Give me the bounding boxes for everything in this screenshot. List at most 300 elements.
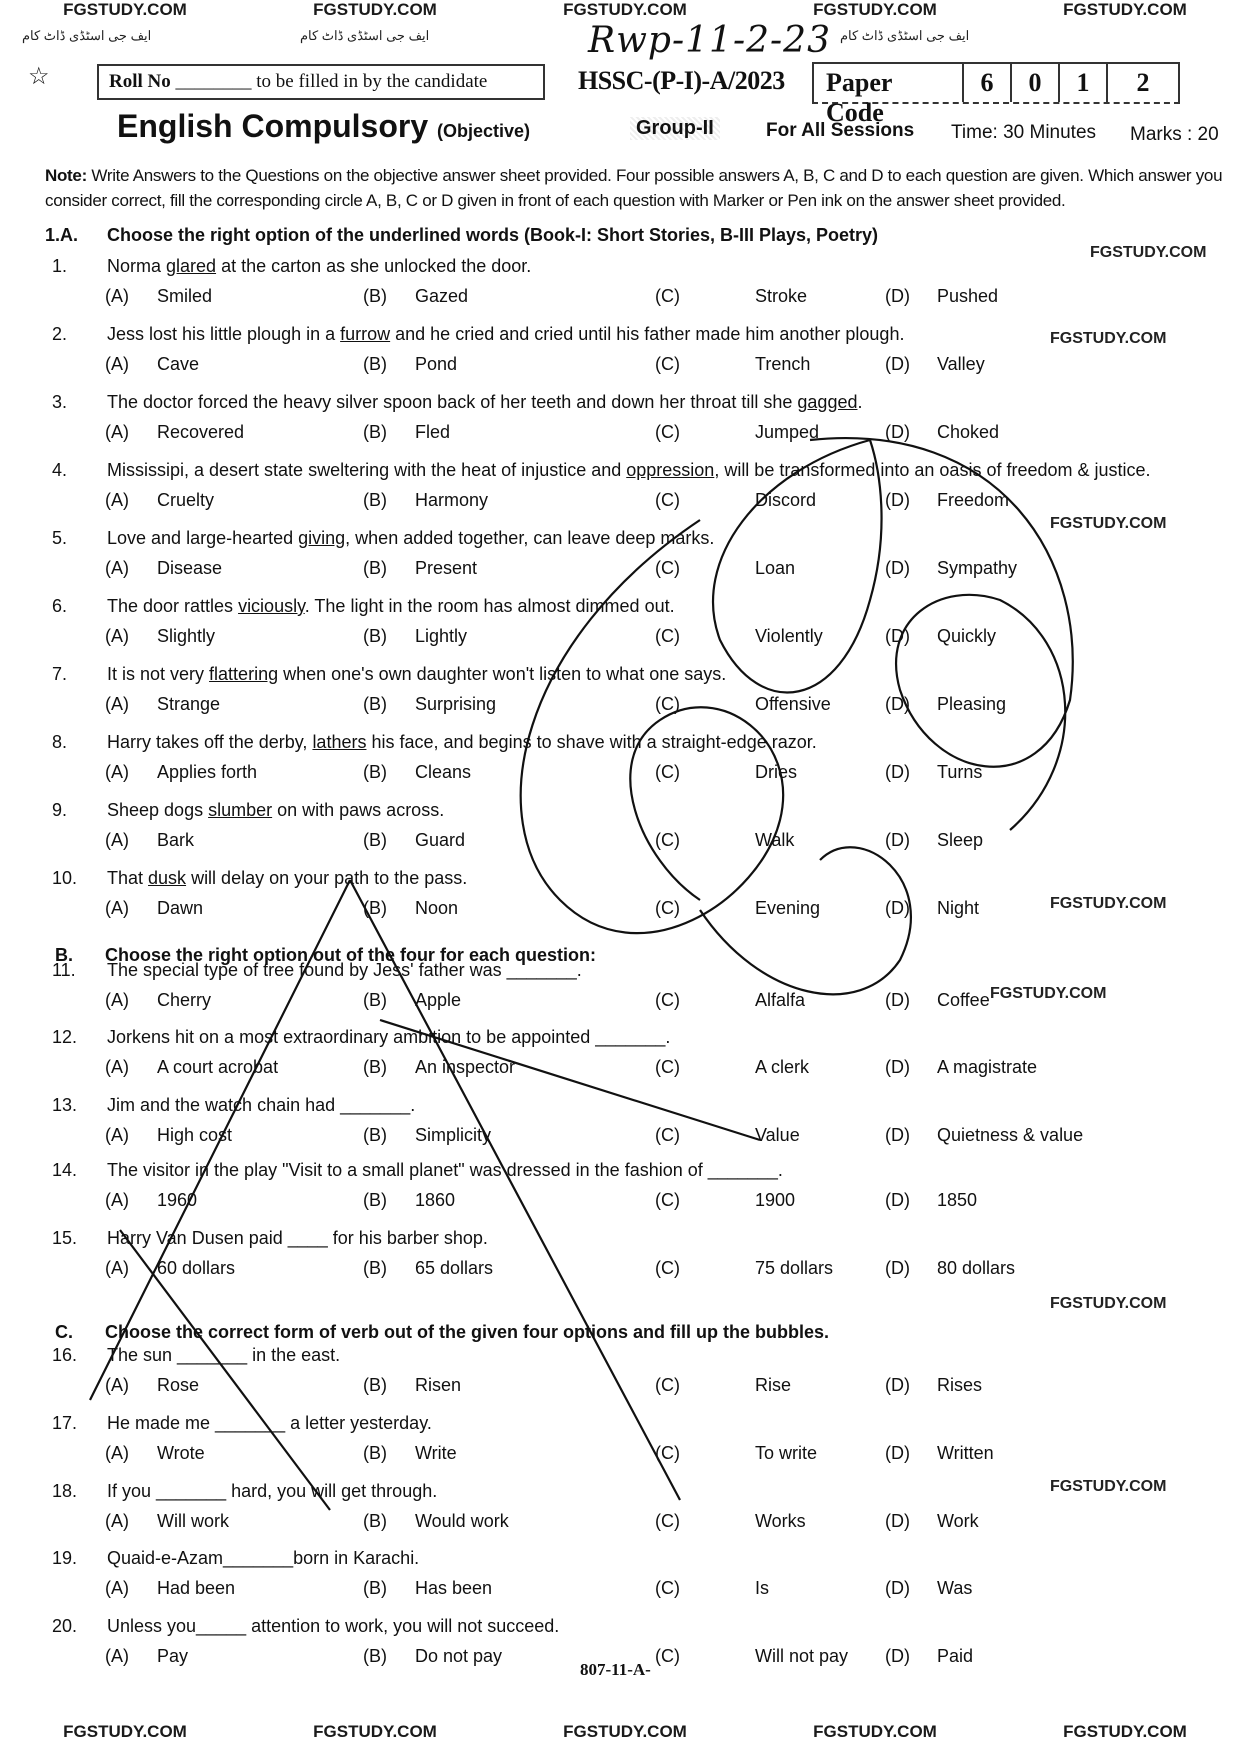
option-text: Freedom [937, 490, 1010, 510]
question-number: 6. [52, 596, 68, 616]
option-letter: (C) [655, 990, 680, 1010]
option-b[interactable] [363, 626, 467, 647]
option-a[interactable] [105, 1190, 197, 1211]
option-text: An inspector [415, 1057, 516, 1077]
question-stem [52, 324, 904, 345]
option-a[interactable] [105, 990, 211, 1011]
option-text: Gazed [415, 286, 469, 306]
option-text: Alfalfa [755, 990, 806, 1010]
option-text: A clerk [755, 1057, 810, 1077]
option-c[interactable] [655, 762, 797, 783]
option-text: Write [415, 1443, 457, 1463]
option-text: Cave [157, 354, 200, 374]
option-letter: (C) [655, 286, 680, 306]
urdu-watermark: ایف جی اسٹڈی ڈاٹ کام [22, 28, 152, 43]
option-letter: (C) [655, 1258, 680, 1278]
watermark-text: FGSTUDY.COM [1050, 1295, 1167, 1312]
option-a[interactable] [105, 694, 220, 715]
option-c[interactable] [655, 898, 820, 919]
option-text: Applies forth [157, 762, 258, 782]
option-a[interactable] [105, 286, 212, 307]
option-d[interactable] [885, 1258, 1015, 1279]
option-text: 80 dollars [937, 1258, 1016, 1278]
stem-pre: Jess lost his little plough in a [107, 324, 341, 344]
option-b[interactable] [363, 898, 458, 919]
option-a[interactable] [105, 490, 214, 511]
option-letter: (D) [885, 1057, 910, 1077]
option-a[interactable] [105, 762, 257, 783]
option-letter: (D) [885, 990, 910, 1010]
option-b[interactable] [363, 990, 461, 1011]
question-number: 5. [52, 528, 68, 548]
option-text: Cleans [415, 762, 472, 782]
option-c[interactable] [655, 1443, 817, 1464]
option-text: Evening [755, 898, 821, 918]
option-row [105, 1443, 1205, 1467]
roll-no-hint: to be filled in by the candidate [256, 71, 488, 92]
question-number: 12. [52, 1027, 78, 1047]
option-c[interactable] [655, 1190, 795, 1211]
handwritten-board-code: Rwp-11-2-23 [588, 20, 831, 61]
question-stem [52, 392, 863, 413]
option-text: Pleasing [937, 694, 1007, 714]
option-a[interactable] [105, 830, 194, 851]
question-stem [52, 528, 714, 549]
section-heading [45, 225, 878, 246]
stem-pre: It is not very [107, 664, 210, 684]
question-number: 16. [52, 1345, 78, 1365]
option-text: Paid [937, 1646, 974, 1666]
note-label: Note: [45, 166, 87, 185]
question-number: 11. [52, 960, 76, 980]
option-row [105, 626, 1205, 650]
section-id: C. [55, 1322, 73, 1342]
question-number: 3. [52, 392, 68, 412]
option-b[interactable] [363, 422, 450, 443]
subject-name: English Compulsory [117, 108, 429, 144]
option-c[interactable] [655, 558, 795, 579]
option-d[interactable] [885, 830, 983, 851]
option-row [105, 898, 1205, 922]
stem-post: when one's own daughter won't listen to what one says. [278, 664, 727, 684]
stem-pre: Jorkens hit on a most extraordinary ambition to be appointed _______. [107, 1027, 671, 1047]
option-letter: (B) [363, 626, 387, 646]
section-title: Choose the right option of the underlined words (Book-I: Short Stories, B-III Plays, Poetry) [107, 225, 879, 245]
option-a[interactable] [105, 1375, 199, 1396]
question-stem [52, 1345, 340, 1366]
option-letter: (A) [105, 1443, 129, 1463]
option-d[interactable] [885, 1511, 979, 1532]
question-number: 2. [52, 324, 68, 344]
option-letter: (D) [885, 422, 910, 442]
option-d[interactable] [885, 286, 998, 307]
option-a[interactable] [105, 354, 199, 375]
option-text: Dawn [157, 898, 204, 918]
question-number: 4. [52, 460, 68, 480]
option-c[interactable] [655, 490, 816, 511]
option-letter: (D) [885, 558, 910, 578]
option-text: Stroke [755, 286, 808, 306]
stem-post: his face, and begins to shave with a straight-edge razor. [366, 732, 817, 752]
option-d[interactable] [885, 898, 979, 919]
option-b[interactable] [363, 830, 465, 851]
option-letter: (C) [655, 1125, 680, 1145]
option-text: Present [415, 558, 478, 578]
option-letter: (D) [885, 898, 910, 918]
option-letter: (D) [885, 1190, 910, 1210]
option-letter: (A) [105, 830, 129, 850]
option-text: Choked [937, 422, 1000, 442]
option-letter: (D) [885, 1375, 910, 1395]
option-a[interactable] [105, 1511, 229, 1532]
option-text: Work [937, 1511, 979, 1531]
question-stem [52, 1548, 419, 1569]
option-text: 1850 [937, 1190, 978, 1210]
underlined-word: flattering [209, 664, 279, 684]
option-text: Smiled [157, 286, 213, 306]
option-b[interactable] [363, 1375, 461, 1396]
option-letter: (B) [363, 1375, 387, 1395]
option-letter: (A) [105, 422, 129, 442]
option-text: Recovered [157, 422, 245, 442]
stem-pre: Love and large-hearted [107, 528, 299, 548]
option-d[interactable] [885, 490, 1009, 511]
option-text: Loan [755, 558, 796, 578]
option-letter: (A) [105, 1258, 129, 1278]
option-text: Disease [157, 558, 223, 578]
question-stem [52, 664, 726, 685]
marks-label: Marks : 20 [1130, 124, 1219, 145]
option-letter: (A) [105, 1057, 129, 1077]
paper-code-digit: 2 [1136, 68, 1150, 97]
option-letter: (D) [885, 1258, 910, 1278]
option-a[interactable] [105, 422, 244, 443]
stem-pre: Sheep dogs [107, 800, 209, 820]
section-id: B. [55, 945, 73, 965]
footer-paper-id: 807-11-A- [580, 1660, 651, 1679]
option-d[interactable] [885, 1646, 973, 1667]
option-d[interactable] [885, 354, 985, 375]
option-b[interactable] [363, 1646, 502, 1667]
option-text: Turns [937, 762, 983, 782]
option-row [105, 354, 1205, 378]
option-text: Works [755, 1511, 806, 1531]
option-letter: (D) [885, 694, 910, 714]
option-c[interactable] [655, 1511, 806, 1532]
option-row [105, 1578, 1205, 1602]
option-d[interactable] [885, 1057, 1037, 1078]
option-text: Sympathy [937, 558, 1018, 578]
option-row [105, 490, 1205, 514]
underlined-word: slumber [208, 800, 273, 820]
option-letter: (C) [655, 694, 680, 714]
option-letter: (C) [655, 1578, 680, 1598]
question-stem [52, 960, 582, 981]
option-row [105, 1375, 1205, 1399]
option-letter: (C) [655, 1511, 680, 1531]
watermark-text: FGSTUDY.COM [63, 1722, 187, 1737]
option-text: Will work [157, 1511, 229, 1531]
option-d[interactable] [885, 422, 999, 443]
option-text: Pay [157, 1646, 189, 1666]
option-b[interactable] [363, 1125, 491, 1146]
option-letter: (D) [885, 1443, 910, 1463]
option-row [105, 1646, 1205, 1670]
stem-pre: Quaid-e-Azam_______born in Karachi. [107, 1548, 420, 1568]
option-letter: (A) [105, 1375, 129, 1395]
question-stem [52, 1413, 432, 1434]
option-a[interactable] [105, 1057, 278, 1078]
option-letter: (C) [655, 898, 680, 918]
watermark-text: FGSTUDY.COM [313, 0, 437, 19]
option-d[interactable] [885, 1190, 977, 1211]
option-letter: (B) [363, 422, 387, 442]
question-stem [52, 800, 444, 821]
option-d[interactable] [885, 1443, 994, 1464]
option-a[interactable] [105, 1443, 205, 1464]
option-text: Simplicity [415, 1125, 492, 1145]
question-stem [52, 1616, 559, 1637]
note-text: Write Answers to the Questions on the objective answer sheet provided. Four possible answers A, B, C and D to each question are given. Which answer you consider correct, fill the corresponding circle A, B, C or D given in front of each question with Marker or Pen ink on the answer sheet provided. [45, 166, 1223, 210]
option-b[interactable] [363, 286, 468, 307]
option-text: Value [755, 1125, 800, 1145]
option-text: Night [937, 898, 980, 918]
underlined-word: gagged [797, 392, 858, 412]
underlined-word: oppression [626, 460, 715, 480]
option-text: Wrote [157, 1443, 205, 1463]
option-d[interactable] [885, 1578, 972, 1599]
option-row [105, 558, 1205, 582]
option-c[interactable] [655, 354, 810, 375]
question-stem [52, 460, 1151, 481]
option-c[interactable] [655, 626, 823, 647]
option-c[interactable] [655, 694, 831, 715]
option-letter: (C) [655, 1190, 680, 1210]
option-c[interactable] [655, 1125, 800, 1146]
option-d[interactable] [885, 1375, 982, 1396]
option-letter: (A) [105, 762, 129, 782]
option-c[interactable] [655, 1258, 833, 1279]
option-c[interactable] [655, 990, 805, 1011]
option-c[interactable] [655, 1375, 791, 1396]
option-text: Rise [755, 1375, 792, 1395]
option-row [105, 1125, 1205, 1149]
stem-post: will delay on your path to the pass. [186, 868, 468, 888]
option-text: To write [755, 1443, 818, 1463]
roll-no-blank: ________ [175, 71, 252, 92]
section-title: Choose the right option out of the four for each question: [105, 945, 596, 965]
question-number: 13. [52, 1095, 78, 1115]
option-d[interactable] [885, 558, 1017, 579]
option-letter: (C) [655, 490, 680, 510]
stem-post: , when added together, can leave deep marks. [345, 528, 715, 548]
option-letter: (D) [885, 1578, 910, 1598]
option-text: A court acrobat [157, 1057, 279, 1077]
option-letter: (B) [363, 762, 387, 782]
option-a[interactable] [105, 1646, 188, 1667]
option-letter: (B) [363, 490, 387, 510]
question-stem [52, 868, 467, 889]
option-b[interactable] [363, 762, 471, 783]
instructions-note [45, 163, 1225, 213]
option-letter: (C) [655, 762, 680, 782]
stem-pre: Harry Van Dusen paid ____ for his barber shop. [107, 1228, 488, 1248]
option-letter: (B) [363, 898, 387, 918]
option-letter: (C) [655, 558, 680, 578]
option-letter: (B) [363, 286, 387, 306]
paper-code-label: Paper Code [814, 64, 964, 102]
option-text: 75 dollars [755, 1258, 834, 1278]
question-stem [52, 1027, 670, 1048]
option-d[interactable] [885, 990, 990, 1011]
option-letter: (C) [655, 422, 680, 442]
option-letter: (B) [363, 1646, 387, 1666]
stem-post: at the carton as she unlocked the door. [216, 256, 532, 276]
option-b[interactable] [363, 490, 488, 511]
question-stem [52, 596, 675, 617]
option-letter: (B) [363, 354, 387, 374]
stem-pre: He made me _______ a letter yesterday. [107, 1413, 432, 1433]
stem-pre: The doctor forced the heavy silver spoon back of her teeth and down her throat till she [107, 392, 798, 412]
option-letter: (A) [105, 558, 129, 578]
option-c[interactable] [655, 286, 807, 307]
option-letter: (A) [105, 1511, 129, 1531]
option-a[interactable] [105, 626, 215, 647]
option-text: Fled [415, 422, 451, 442]
watermark-text: FGSTUDY.COM [1090, 244, 1207, 261]
option-text: 1900 [755, 1190, 796, 1210]
roll-no-label: Roll No [109, 71, 171, 92]
option-letter: (C) [655, 830, 680, 850]
option-b[interactable] [363, 558, 477, 579]
option-b[interactable] [363, 1258, 493, 1279]
stem-pre: Mississipi, a desert state sweltering with the heat of injustice and [107, 460, 627, 480]
stem-pre: The visitor in the play "Visit to a small planet" was dressed in the fashion of _______. [107, 1160, 783, 1180]
option-text: Trench [755, 354, 811, 374]
option-b[interactable] [363, 1057, 515, 1078]
watermark-text: FGSTUDY.COM [1050, 1478, 1167, 1495]
option-text: Rose [157, 1375, 200, 1395]
option-letter: (C) [655, 354, 680, 374]
option-letter: (B) [363, 1511, 387, 1531]
option-text: Strange [157, 694, 221, 714]
question-number: 15. [52, 1228, 78, 1248]
option-b[interactable] [363, 1578, 492, 1599]
option-b[interactable] [363, 1511, 509, 1532]
option-letter: (D) [885, 490, 910, 510]
option-text: Valley [937, 354, 985, 374]
option-b[interactable] [363, 1190, 455, 1211]
option-letter: (B) [363, 1057, 387, 1077]
question-number: 19. [52, 1548, 78, 1568]
option-text: Guard [415, 830, 466, 850]
roll-number-box[interactable] [97, 64, 545, 100]
option-row [105, 762, 1205, 786]
question-stem [52, 256, 531, 277]
option-text: Discord [755, 490, 817, 510]
option-letter: (D) [885, 626, 910, 646]
watermark-text: FGSTUDY.COM [1063, 0, 1187, 19]
underlined-word: furrow [340, 324, 391, 344]
group-label: Group-II [630, 117, 720, 140]
option-text: A magistrate [937, 1057, 1038, 1077]
stem-post: and he cried and cried until his father made him another plough. [390, 324, 905, 344]
underlined-word: glared [166, 256, 217, 276]
option-c[interactable] [655, 1578, 769, 1599]
option-a[interactable] [105, 1125, 232, 1146]
option-text: Harmony [415, 490, 489, 510]
option-row [105, 1057, 1205, 1081]
underlined-word: viciously [238, 596, 305, 616]
option-c[interactable] [655, 1646, 848, 1667]
option-letter: (B) [363, 1190, 387, 1210]
option-row [105, 830, 1205, 854]
paper-code-digit: 1 [1060, 64, 1108, 102]
option-text: Is [755, 1578, 770, 1598]
option-letter: (D) [885, 1511, 910, 1531]
option-a[interactable] [105, 1578, 235, 1599]
paper-code-box [812, 62, 1180, 127]
watermark-text: FGSTUDY.COM [1050, 895, 1167, 912]
option-b[interactable] [363, 354, 457, 375]
paper-code-digit: 6 [964, 64, 1012, 102]
option-text: Pond [415, 354, 458, 374]
question-number: 20. [52, 1616, 78, 1636]
stem-pre: Norma [107, 256, 167, 276]
watermark-text: FGSTUDY.COM [563, 1722, 687, 1737]
option-a[interactable] [105, 558, 222, 579]
option-b[interactable] [363, 694, 496, 715]
option-b[interactable] [363, 1443, 457, 1464]
option-c[interactable] [655, 1057, 809, 1078]
option-row [105, 422, 1205, 446]
subject-type: (Objective) [437, 121, 531, 141]
option-text: Quickly [937, 626, 997, 646]
stem-pre: The special type of tree found by Jess' father was _______. [107, 960, 582, 980]
option-text: Sleep [937, 830, 984, 850]
option-d[interactable] [885, 762, 982, 783]
option-letter: (B) [363, 830, 387, 850]
option-d[interactable] [885, 694, 1006, 715]
watermark-text: FGSTUDY.COM [63, 0, 187, 19]
option-text: Written [937, 1443, 994, 1463]
option-c[interactable] [655, 830, 794, 851]
option-text: Noon [415, 898, 459, 918]
option-text: Risen [415, 1375, 462, 1395]
option-letter: (D) [885, 1646, 910, 1666]
option-letter: (B) [363, 1578, 387, 1598]
option-a[interactable] [105, 898, 203, 919]
section-title: Choose the correct form of verb out of the given four options and fill up the bubbles. [105, 1322, 830, 1342]
underlined-word: giving [298, 528, 346, 548]
option-text: Would work [415, 1511, 509, 1531]
watermark-text: FGSTUDY.COM [563, 0, 687, 19]
option-c[interactable] [655, 422, 819, 443]
option-text: Violently [755, 626, 823, 646]
option-d[interactable] [885, 1125, 1083, 1146]
option-row [105, 286, 1205, 310]
option-text: Has been [415, 1578, 493, 1598]
stem-pre: The sun _______ in the east. [107, 1345, 341, 1365]
exam-code: HSSC-(P-I)-A/2023 [578, 66, 785, 95]
paper-code-digit: 0 [1012, 64, 1060, 102]
option-d[interactable] [885, 626, 996, 647]
urdu-watermark: ایف جی اسٹڈی ڈاٹ کام [300, 28, 430, 43]
question-stem [52, 1481, 437, 1502]
option-letter: (A) [105, 1578, 129, 1598]
page-title [117, 108, 530, 145]
option-a[interactable] [105, 1258, 235, 1279]
